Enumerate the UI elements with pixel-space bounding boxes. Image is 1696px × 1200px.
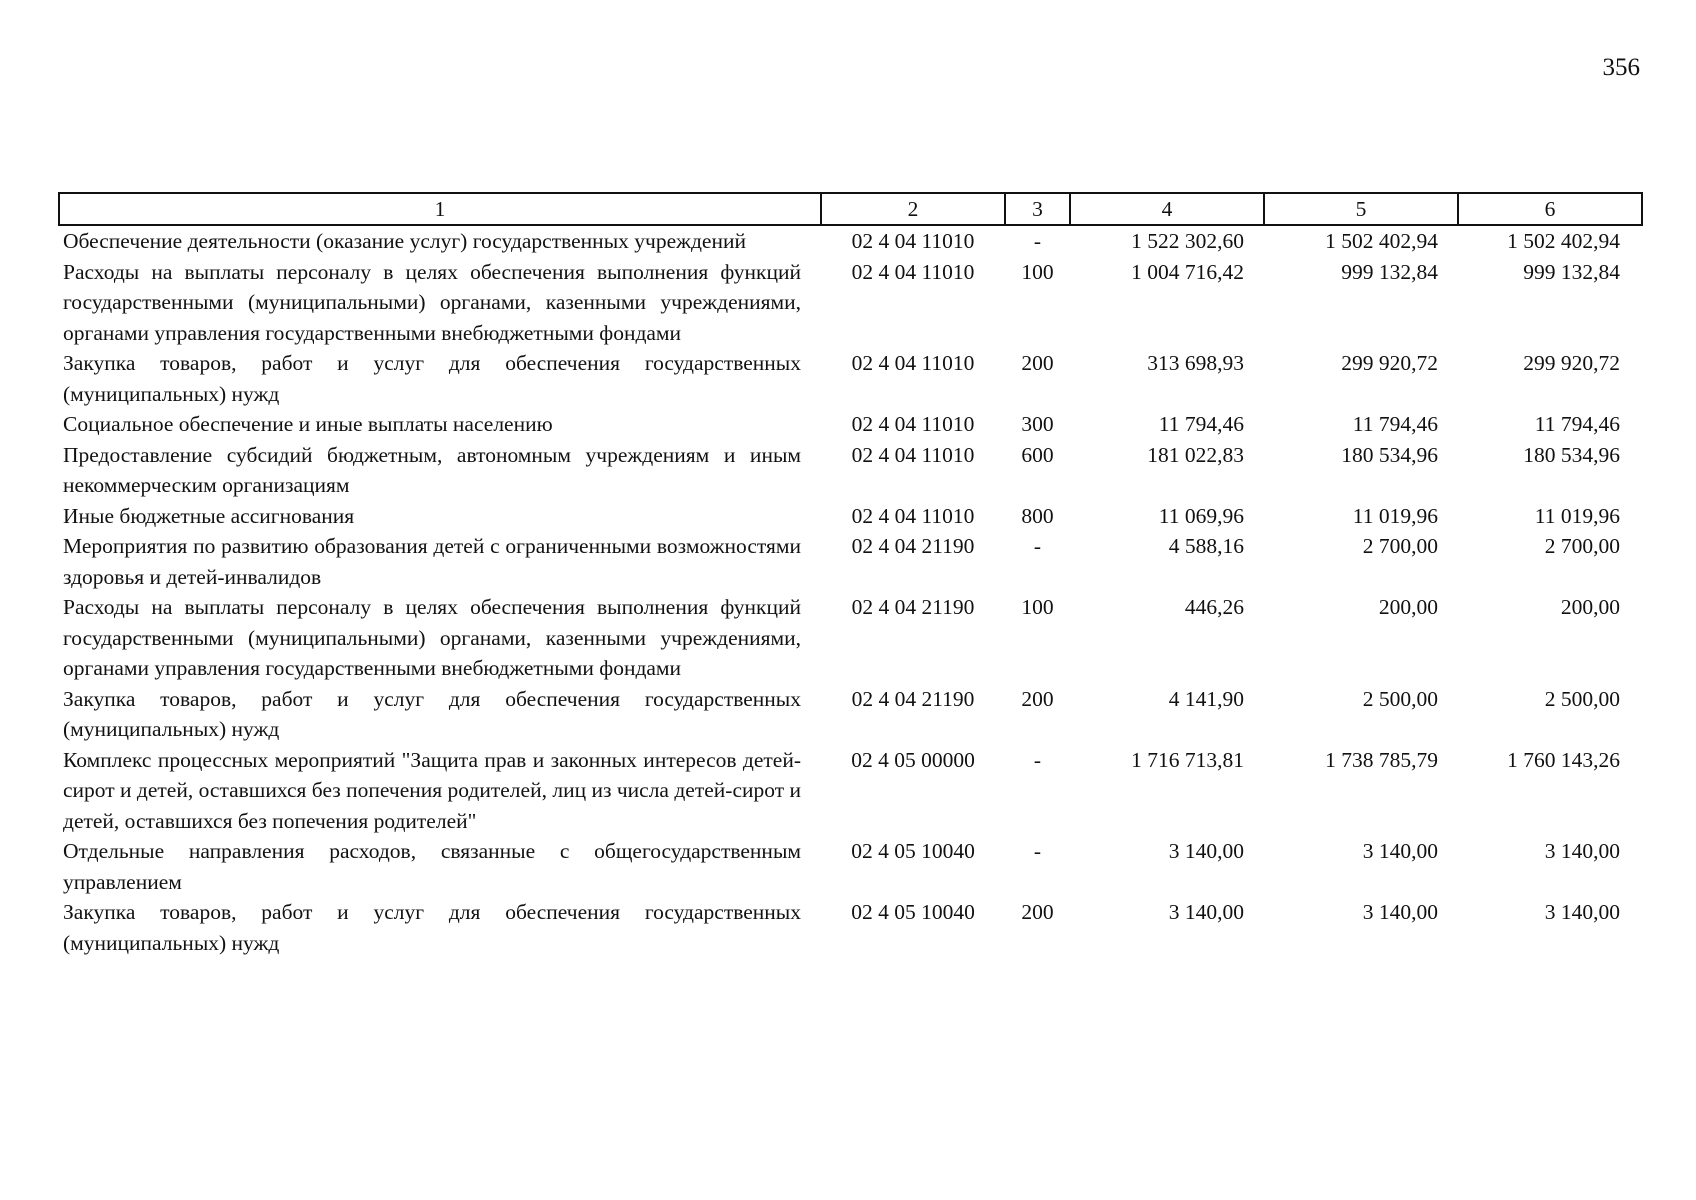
row-code: 02 4 04 11010 [851, 229, 975, 253]
column-header: 4 [1070, 193, 1264, 225]
table-row [59, 531, 1642, 592]
row-expense-type: 200 [1021, 900, 1054, 924]
row-amount-col4: 4 141,90 [1168, 686, 1244, 711]
row-amount-col5: 180 534,96 [1341, 442, 1438, 467]
table-row [59, 501, 1642, 532]
row-expense-type: 100 [1021, 259, 1054, 284]
row-amount-col6: 3 140,00 [1544, 900, 1620, 924]
row-description: Закупка товаров, работ и услуг для обеспечения государственных (муниципальных) нужд [63, 900, 801, 955]
row-code: 02 4 04 11010 [851, 351, 975, 375]
page-number: 356 [1602, 54, 1640, 81]
row-amount-col6: 1 760 143,26 [1507, 747, 1620, 772]
row-amount-col6: 3 140,00 [1544, 839, 1620, 863]
row-code: 02 4 04 11010 [851, 442, 975, 467]
table-row [59, 897, 1642, 958]
row-amount-col5: 299 920,72 [1341, 351, 1438, 375]
row-code: 02 4 04 21190 [851, 595, 975, 619]
row-amount-col4: 4 588,16 [1168, 534, 1244, 558]
row-amount-col6: 11 794,46 [1534, 412, 1620, 436]
table-body [59, 225, 1642, 958]
row-expense-type: 800 [1021, 503, 1054, 528]
row-amount-col5: 999 132,84 [1341, 259, 1438, 284]
row-amount-col4: 1 004 716,42 [1131, 259, 1244, 284]
row-amount-col5: 3 140,00 [1362, 900, 1438, 924]
row-expense-type: 100 [1021, 595, 1054, 619]
table-row [59, 440, 1642, 501]
budget-table [58, 192, 1643, 958]
row-code: 02 4 05 00000 [851, 747, 975, 772]
row-expense-type: 200 [1021, 686, 1054, 711]
row-description: Мероприятия по развитию образования детей с ограниченными возможностями здоровья и детей-инвалидов [63, 534, 801, 589]
table-row [59, 225, 1642, 257]
row-description: Расходы на выплаты персоналу в целях обеспечения выполнения функций государственными (муниципальными) органами, казенными учреждениями, органами управления государственными внебюджетными фондами [63, 259, 801, 345]
row-expense-type: 300 [1021, 412, 1054, 436]
row-amount-col5: 3 140,00 [1362, 839, 1438, 863]
row-amount-col5: 200,00 [1378, 595, 1438, 619]
row-description: Расходы на выплаты персоналу в целях обеспечения выполнения функций государственными (муниципальными) органами, казенными учреждениями, органами управления государственными внебюджетными фондами [63, 595, 801, 680]
column-header: 3 [1005, 193, 1070, 225]
row-amount-col6: 200,00 [1560, 595, 1620, 619]
row-code: 02 4 05 10040 [851, 839, 975, 863]
row-expense-type: - [1033, 534, 1042, 558]
row-description: Иные бюджетные ассигнования [63, 503, 355, 528]
row-amount-col6: 999 132,84 [1523, 259, 1620, 284]
row-code: 02 4 04 21190 [851, 534, 975, 558]
table-row [59, 745, 1642, 837]
row-amount-col5: 11 019,96 [1352, 503, 1438, 528]
row-description: Отдельные направления расходов, связанные с общегосударственным управлением [63, 839, 801, 894]
table-row [59, 409, 1642, 440]
row-amount-col5: 1 738 785,79 [1325, 747, 1438, 772]
row-amount-col4: 313 698,93 [1147, 351, 1244, 375]
table-row [59, 836, 1642, 897]
column-header: 2 [821, 193, 1005, 225]
row-amount-col5: 2 500,00 [1362, 686, 1438, 711]
row-amount-col4: 181 022,83 [1147, 442, 1244, 467]
row-code: 02 4 04 11010 [851, 259, 975, 284]
row-description: Комплекс процессных мероприятий "Защита прав и законных интересов детей-сирот и детей, оставшихся без попечения родителей, лиц из числа детей-сирот и детей, оставшихся без попечения родителей" [63, 747, 801, 833]
column-header: 1 [59, 193, 821, 225]
row-code: 02 4 05 10040 [851, 900, 975, 924]
row-amount-col6: 2 500,00 [1544, 686, 1620, 711]
row-amount-col6: 299 920,72 [1523, 351, 1620, 375]
row-description: Предоставление субсидий бюджетным, автономным учреждениям и иным некоммерческим организациям [63, 442, 801, 497]
table-row [59, 348, 1642, 409]
row-amount-col6: 180 534,96 [1523, 442, 1620, 467]
row-amount-col5: 11 794,46 [1352, 412, 1438, 436]
row-code: 02 4 04 11010 [851, 503, 975, 528]
row-amount-col6: 1 502 402,94 [1507, 229, 1620, 253]
row-expense-type: 200 [1021, 351, 1054, 375]
table-row [59, 592, 1642, 684]
row-amount-col5: 1 502 402,94 [1325, 229, 1438, 253]
table-row [59, 684, 1642, 745]
row-expense-type: - [1033, 839, 1042, 863]
row-amount-col5: 2 700,00 [1362, 534, 1438, 558]
row-amount-col6: 11 019,96 [1534, 503, 1620, 528]
row-amount-col6: 2 700,00 [1544, 534, 1620, 558]
row-expense-type: 600 [1021, 442, 1054, 467]
table-header-row [59, 193, 1642, 225]
row-amount-col4: 1 716 713,81 [1131, 747, 1244, 772]
row-amount-col4: 446,26 [1184, 595, 1244, 619]
row-amount-col4: 3 140,00 [1168, 900, 1244, 924]
row-code: 02 4 04 21190 [851, 686, 975, 711]
row-amount-col4: 3 140,00 [1168, 839, 1244, 863]
row-amount-col4: 11 069,96 [1158, 503, 1244, 528]
row-amount-col4: 11 794,46 [1158, 412, 1244, 436]
row-expense-type: - [1033, 229, 1042, 253]
column-header: 6 [1458, 193, 1642, 225]
column-header: 5 [1264, 193, 1458, 225]
row-description: Обеспечение деятельности (оказание услуг) государственных учреждений [63, 229, 746, 253]
row-description: Закупка товаров, работ и услуг для обеспечения государственных (муниципальных) нужд [63, 686, 801, 741]
table-row [59, 257, 1642, 349]
row-description: Социальное обеспечение и иные выплаты населению [63, 412, 553, 436]
row-expense-type: - [1033, 747, 1042, 772]
row-code: 02 4 04 11010 [851, 412, 975, 436]
row-amount-col4: 1 522 302,60 [1131, 229, 1244, 253]
row-description: Закупка товаров, работ и услуг для обеспечения государственных (муниципальных) нужд [63, 351, 801, 406]
